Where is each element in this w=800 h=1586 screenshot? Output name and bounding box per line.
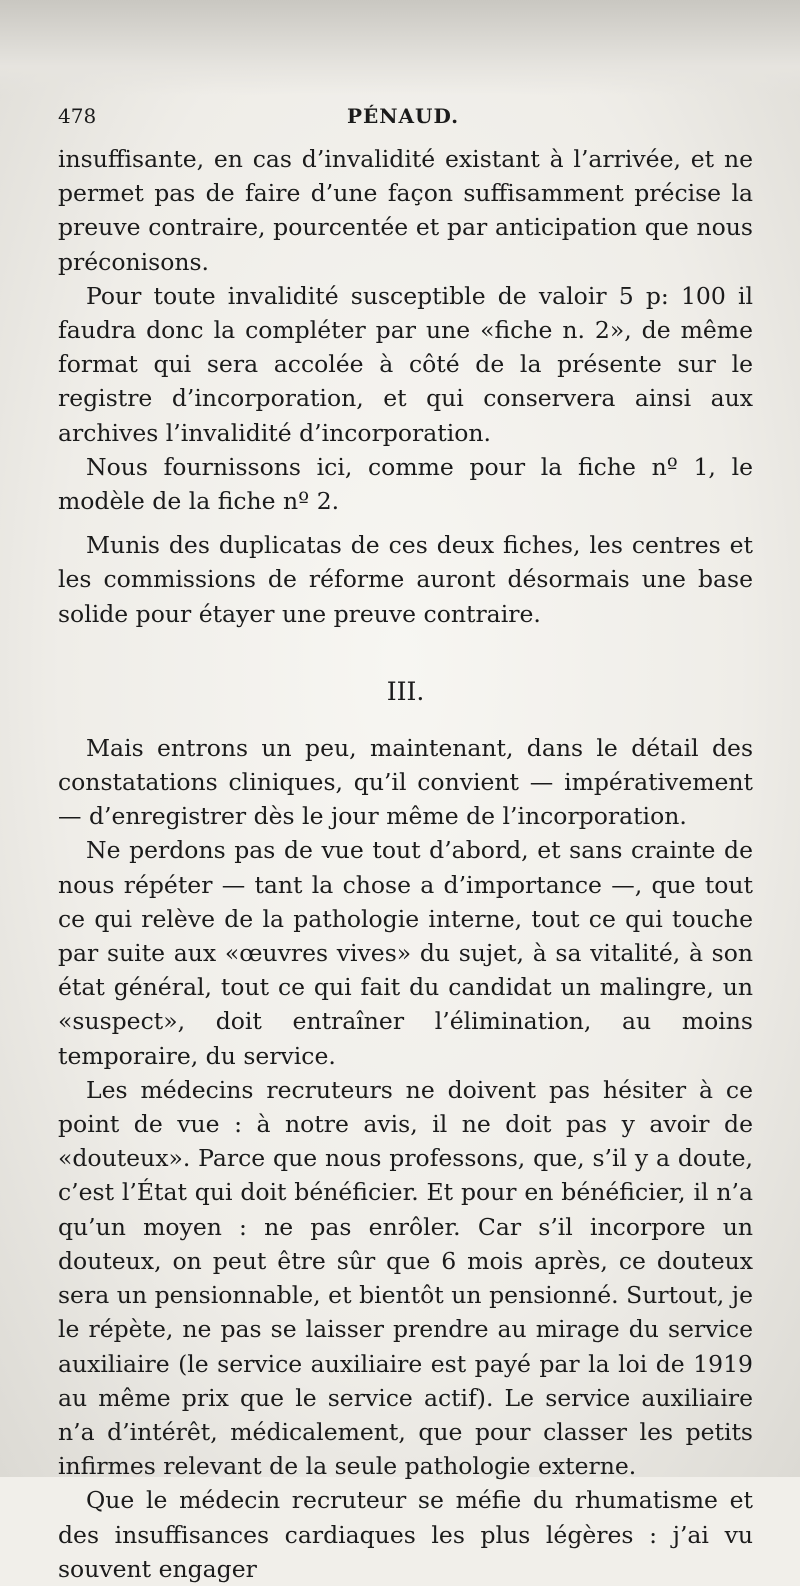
paragraph: Nous fournissons ici, comme pour la fiche nº 1, le modèle de la fiche nº 2.: [58, 452, 753, 516]
paragraph: Mais entrons un peu, maintenant, dans le détail des constatations cliniques, qu’il convient — impérativement — d’enregistrer dès le jour même de l’incorporation.: [58, 733, 753, 831]
page-number: 478: [58, 104, 97, 128]
paragraph: Que le médecin recruteur se méfie du rhumatisme et des insuffisances cardiaques les plus légères : j’ai vu souvent engager: [58, 1486, 753, 1583]
paragraph-continuation: insuffisante, en cas d’invalidité existant à l’arrivée, et ne permet pas de faire d’une façon suffisamment précise la preuve contraire, pourcentée et par anticipation que nous préconisons.: [58, 145, 753, 276]
paragraph: Munis des duplicatas de ces deux fiches, les centres et les commissions de réforme auront désormais une base solide pour étayer une preuve contraire.: [58, 531, 753, 628]
body-text: [58, 142, 753, 1586]
paragraph: Les médecins recruteurs ne doivent pas hésiter à ce point de vue : à notre avis, il ne doit pas y avoir de «douteux». Parce que nous professons, que, s’il y a doute, c’est l’État qui doit bénéficier. Et pour en bénéficier, il n’a qu’un moyen : ne pas enrôler. Car s’il incorpore un douteux, on peut être sûr que 6 mois après, ce douteux sera un pensionnable, et bientôt un pensionné. Surtout, je le répète, ne pas se laisser prendre au mirage du service auxiliaire (le service auxiliaire est payé par la loi de 1919 au même prix que le service actif). Le service auxiliaire n’a d’intérêt, médicalement, que pour classer les petits infirmes relevant de la seule pathologie externe.: [58, 1075, 753, 1481]
page-header: [58, 104, 748, 134]
paragraph: Pour toute invalidité susceptible de valoir 5 p: 100 il faudra donc la compléter par une «fiche n. 2», de même format qui sera accolée à côté de la présente sur le registre d’incorporation, et qui conservera ainsi aux archives l’invalidité d’incorporation.: [58, 281, 753, 447]
running-head: PÉNAUD.: [346, 104, 460, 128]
paragraph: Ne perdons pas de vue tout d’abord, et sans crainte de nous répéter — tant la chose a d’importance —, que tout ce qui relève de la pathologie interne, tout ce qui touche par suite aux «œuvres vives» du sujet, à sa vitalité, à son état général, tout ce qui fait du candidat un malingre, un «suspect», doit entraîner l’élimination, au moins temporaire, du service.: [58, 836, 753, 1070]
section-heading: III.: [386, 676, 425, 706]
